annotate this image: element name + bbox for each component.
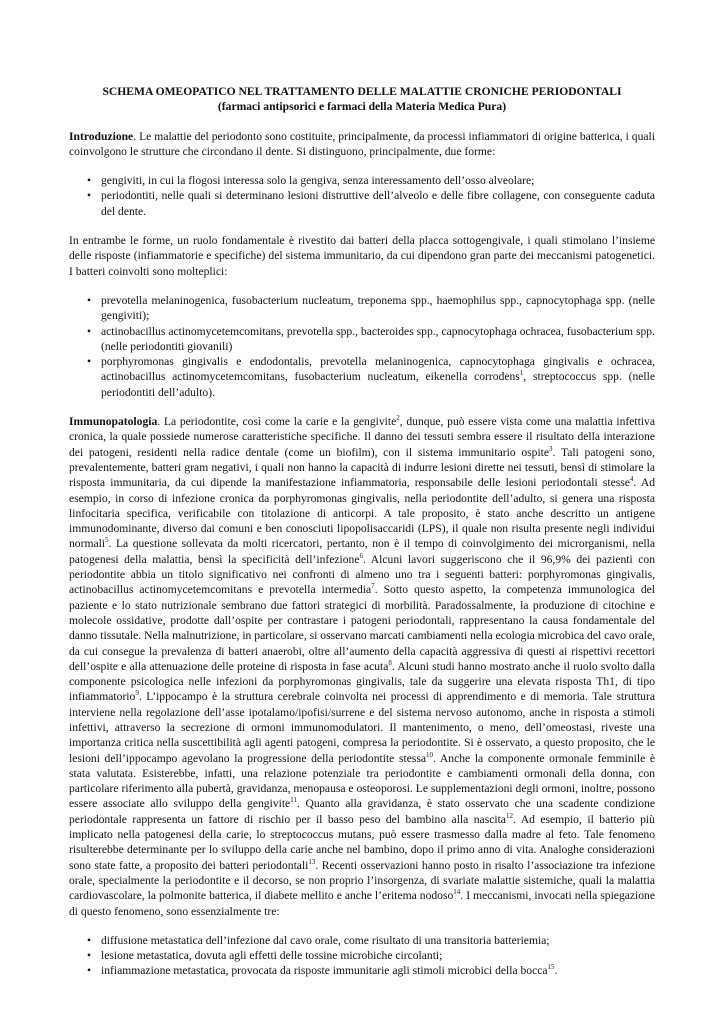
footnote-ref: 3 bbox=[549, 444, 553, 453]
footnote-ref: 11 bbox=[290, 796, 297, 805]
bullet-icon: • bbox=[87, 324, 92, 338]
list-item: • porphyromonas gingivalis e endodontalis, prevotella melaninogenica, capnocytophaga gingivalis e ochracea, actinobacillus actinomycetemcomitans, fusobacterium nucleatum, eikenella corrodens$^1$, streptococcus spp. (nelle periodontiti dell’adulto). bbox=[87, 355, 655, 399]
bullet-icon: • bbox=[87, 933, 92, 947]
list-item: • lesione metastatica, dovuta agli effetti delle tossine microbiche circolanti; bbox=[87, 949, 443, 963]
bacteria-list bbox=[69, 293, 655, 400]
list-item: • diffusione metastatica dell’infezione dal cavo orale, come risultato di una transitoria batteriemia; bbox=[87, 933, 550, 947]
footnote-ref: 10 bbox=[426, 750, 434, 759]
document-title: SCHEMA OMEOPATICO NEL TRATTAMENTO DELLE MALATTIE CRONICHE PERIODONTALI bbox=[102, 85, 622, 98]
footnote-ref: 14 bbox=[453, 888, 461, 897]
list-item: • gengiviti, in cui la flogosi interessa solo la gengiva, senza interessamento dell’osso alveolare; bbox=[87, 174, 535, 188]
footnote-ref: 12 bbox=[505, 811, 513, 820]
bullet-icon: • bbox=[87, 964, 92, 978]
footnote-ref: 9 bbox=[135, 689, 139, 698]
list-item: • actinobacillus actinomycetemcomitans, prevotella spp., bacteroides spp., capnocytophaga ochracea, fusobacterium spp. (nelle periodontiti giovanili) bbox=[87, 324, 655, 353]
intro-text: . Le malattie del periodonto sono costituite, principalmente, da processi infiammatori di origine batterica, i quali coinvolgono le strutture che circondano il dente. Si distinguono, principalmente, due forme: bbox=[69, 129, 655, 158]
bullet-icon: • bbox=[87, 355, 92, 369]
placca-paragraph: In entrambe le forme, un ruolo fondamentale è rivestito dai batteri della placca sottogengivale, i quali stimolano l’insieme delle risposte (infiammatorie e specifiche) del sistema immunitario, da cui dipendono gran parte dei meccanismi patogenetici. I batteri coinvolti sono molteplici: bbox=[69, 234, 655, 278]
bullet-icon: • bbox=[87, 293, 92, 307]
footnote-ref: 1 bbox=[519, 369, 524, 378]
footnote-ref: 4 bbox=[629, 475, 634, 484]
list-item: • periodontiti, nelle quali si determinano lesioni distruttive dell’alveolo e delle fibre collagene, con conseguente caduta del dente. bbox=[87, 189, 655, 218]
intro-paragraph bbox=[69, 129, 655, 160]
bullet-icon: • bbox=[87, 174, 92, 188]
bullet-icon: • bbox=[87, 949, 92, 963]
document-subtitle: (farmaci antipsorici e farmaci della Materia Medica Pura) bbox=[217, 100, 507, 114]
footnote-ref: 7 bbox=[371, 582, 375, 591]
footnote-ref: 13 bbox=[308, 857, 316, 866]
footnote-ref: 5 bbox=[105, 536, 109, 545]
footnote-ref: 8 bbox=[388, 658, 392, 667]
immunopatologia-paragraph: Immunopatologia. La periodontite, così come la carie e la gengivite$^2$, dunque, può essere vista come una malattia infettiva cronica, la quale possiede numerose caratteristiche specifiche. Il danno dei tessuti sembra essere il risultato della interazione dei patogeni, residenti nella radice dentale (come un biofilm), con il sistema immunitario ospite$^3$. Tali patogeni sono, prevalentemente, batteri gram negativi, i quali non hanno la capacità di indurre lesioni dirette nei tessuti, bensì di stimolare la risposta immunitaria, da cui dipende la manifestazione infiammatoria, responsabile delle lesioni periodontali stesse$^4$. Ad esempio, in corso di infezione cronica da porphyromonas gingivalis, nella periodontite dell’adulto, si genera una risposta linfocitaria specifica, verificabile con titolazione di anticorpi. A tale proposito, è stato anche descritto un antigene immunodominante, diverso dai comuni e ben conosciuti lipopolisaccaridi (LPS), il quale non risulta presente negli individui normali$^5$. La questione sollevata da molti ricercatori, pertanto, non è il tempo di coinvolgimento dei microrganismi, nella patogenesi della malattia, bensì la specificità dell’infezione$^6$. Alcuni lavori suggeriscono che il 96,9% dei pazienti con periodontite abbia un titolo significativo nei confronti di almeno uno tra i seguenti batteri: porphyromonas gingivalis, actinobacillus actinomycetemcomitans e prevotella intermedia$^7$. Sotto questo aspetto, la competenza immunologica del paziente e lo stato nutrizionale sembrano due fattori strategici di morbilità. Paradossalmente, la produzione di citochine e molecole ossidative, prodotte dall’ospite per contrastare i patogeni periodontali, rappresentano la causa fondamentale del danno tissutale. Nella malnutrizione, in particolare, si osservano marcati cambiamenti nella ecologia microbica del cavo orale, da cui consegue la prevalenza di batteri anaerobi, oltre all’aumento della capacità aggressiva di questi ai rispettivi recettori dell’ospite e alla attenuazione delle proteine di risposta in fase acuta$^8$. Alcuni studi hanno mostrato anche il ruolo svolto dalla componente psicologica nelle infezioni da porphyromonas gingivalis, tale da suggerire una elevata risposta Th1, di tipo infiammatorio$^9$. L’ippocampo è la struttura cerebrale coinvolta nei processi di apprendimento e di memoria. Tale struttura interviene nella regolazione dell’asse ipotalamo/ipofisi/surrene e del sistema nervoso autonomo, anche in risposta a stimoli infettivi, attraverso la secrezione di ormoni immunomodulatori. Il mantenimento, o meno, dell’omeostasi, riveste una importanza critica nella suscettibilità agli agenti patogeni, compresa la periodontite. Si è osservato, a questo proposito, che le lesioni dell’ippocampo agevolano la progressione della periodontite stessa$^{10}$. Anche la componente ormonale femminile è stata valutata. Esisterebbe, infatti, una relazione potenziale tra periodontite e cambiamenti ormonali della donna, con particolare riferimento alla pubertà, gravidanza, menopausa e osteoporosi. Le supplementazioni degli ormoni, inoltre, possono essere associate allo sviluppo della gengivite$^{11}$. Quanto alla gravidanza, è stato osservato che una scadente condizione periodontale rappresenta un fattore di rischio per il basso peso del bambino alla nascita$^{12}$. Ad esempio, il batterio più implicato nella patogenesi della carie, lo streptococcus mutans, può essere trasmesso dalla madre al feto. Tale fenomeno risulterebbe determinante per lo sviluppo della carie anche nel bambino, dopo il primo anno di vita. Analoghe considerazioni sono state fatte, a proposito dei batteri periodontali$^{13}$. Recenti osservazioni hanno posto in risalto l’associazione tra infezione orale, specialmente la periodontite e il decorso, se non proprio l’insorgenza, di svariate malattie sistemiche, quali la malattia cardiovascolare, la polmonite batterica, il diabete mellito e anche l’eritema nodoso$^{14}$. I meccanismi, invocati nella spiegazione di questo fenomeno, sono essenzialmente tre: bbox=[69, 414, 656, 918]
forms-list bbox=[69, 173, 655, 219]
footnote-ref: 15 bbox=[547, 963, 555, 972]
immunopatologia-lead: Immunopatologia bbox=[69, 415, 158, 429]
footnote-ref: 6 bbox=[359, 551, 363, 560]
list-item: • prevotella melaninogenica, fusobacterium nucleatum, treponema spp., haemophilus spp., capnocytophaga spp. (nelle gengiviti); bbox=[87, 293, 655, 323]
footnote-ref: 2 bbox=[396, 414, 400, 423]
bullet-icon: • bbox=[87, 189, 92, 203]
intro-lead: Introduzione bbox=[69, 129, 134, 143]
mechanisms-list bbox=[69, 933, 655, 979]
list-item: • infiammazione metastatica, provocata da risposte immunitarie agli stimoli microbici della bocca$^{15}$. bbox=[87, 963, 558, 978]
